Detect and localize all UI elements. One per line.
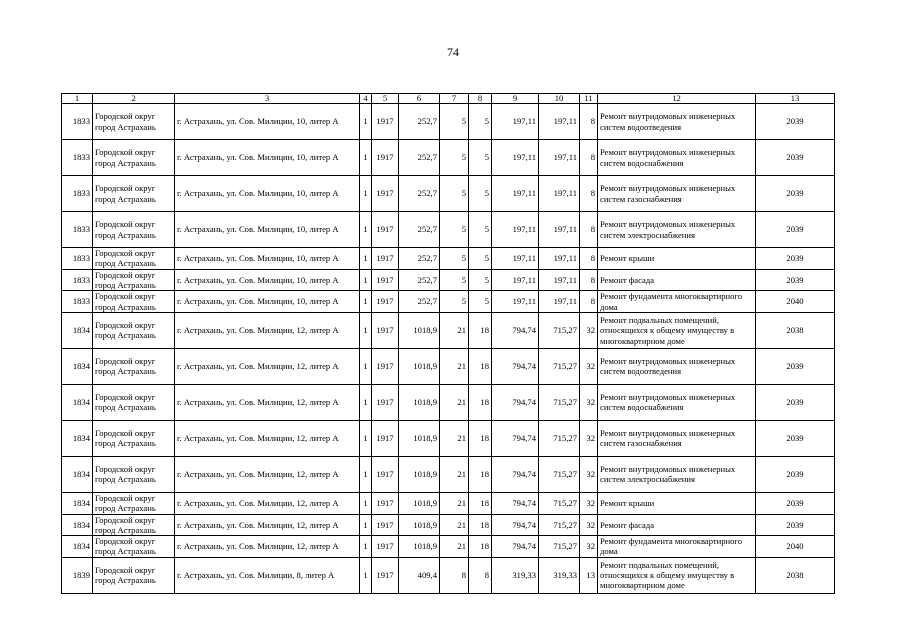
col7-cell: 21 — [440, 348, 469, 384]
address-cell: г. Астрахань, ул. Сов. Милиции, 10, литер А — [175, 104, 360, 140]
entrance-count-cell: 1 — [360, 176, 372, 212]
total-area-cell: 1018,9 — [399, 312, 440, 348]
col8-cell: 18 — [469, 384, 492, 420]
address-cell: г. Астрахань, ул. Сов. Милиции, 12, литер А — [175, 536, 360, 558]
total-area-cell: 409,4 — [399, 557, 440, 593]
col10-cell: 715,27 — [539, 348, 580, 384]
col8-cell: 18 — [469, 514, 492, 536]
residents-cell: 32 — [580, 420, 598, 456]
work-type-cell: Ремонт внутридомовых инженерных систем газоснабжения — [598, 420, 756, 456]
municipality-cell: Городской округ город Астрахань — [93, 104, 175, 140]
col9-cell: 197,11 — [492, 212, 539, 248]
col10-cell: 319,33 — [539, 557, 580, 593]
col7-cell: 5 — [440, 104, 469, 140]
column-header: 3 — [175, 94, 360, 104]
col10-cell: 715,27 — [539, 456, 580, 492]
municipality-cell: Городской округ город Астрахань — [93, 212, 175, 248]
col8-cell: 5 — [469, 104, 492, 140]
entrance-count-cell: 1 — [360, 557, 372, 593]
year-built-cell: 1917 — [372, 536, 399, 558]
year-built-cell: 1917 — [372, 312, 399, 348]
total-area-cell: 252,7 — [399, 104, 440, 140]
col9-cell: 794,74 — [492, 348, 539, 384]
col10-cell: 715,27 — [539, 536, 580, 558]
total-area-cell: 1018,9 — [399, 420, 440, 456]
entrance-count-cell: 1 — [360, 420, 372, 456]
residents-cell: 13 — [580, 557, 598, 593]
residents-cell: 8 — [580, 248, 598, 270]
house-id-cell: 1833 — [62, 176, 93, 212]
table-row — [62, 269, 835, 291]
municipality-cell: Городской округ город Астрахань — [93, 456, 175, 492]
address-cell: г. Астрахань, ул. Сов. Милиции, 12, литер А — [175, 456, 360, 492]
column-header: 2 — [93, 94, 175, 104]
col10-cell: 197,11 — [539, 212, 580, 248]
col10-cell: 197,11 — [539, 104, 580, 140]
table-row — [62, 557, 835, 593]
col8-cell: 5 — [469, 291, 492, 313]
house-id-cell: 1839 — [62, 557, 93, 593]
residents-cell: 8 — [580, 104, 598, 140]
planned-year-cell: 2039 — [756, 140, 835, 176]
planned-year-cell: 2039 — [756, 420, 835, 456]
col9-cell: 197,11 — [492, 269, 539, 291]
total-area-cell: 252,7 — [399, 212, 440, 248]
residents-cell: 32 — [580, 384, 598, 420]
address-cell: г. Астрахань, ул. Сов. Милиции, 8, литер А — [175, 557, 360, 593]
year-built-cell: 1917 — [372, 248, 399, 270]
planned-year-cell: 2038 — [756, 312, 835, 348]
table-body — [62, 104, 835, 594]
column-header: 11 — [580, 94, 598, 104]
capital-repair-table — [61, 93, 835, 594]
address-cell: г. Астрахань, ул. Сов. Милиции, 12, литер А — [175, 348, 360, 384]
col9-cell: 794,74 — [492, 536, 539, 558]
address-cell: г. Астрахань, ул. Сов. Милиции, 10, литер А — [175, 140, 360, 176]
col7-cell: 21 — [440, 384, 469, 420]
total-area-cell: 252,7 — [399, 291, 440, 313]
col9-cell: 794,74 — [492, 312, 539, 348]
planned-year-cell: 2039 — [756, 176, 835, 212]
municipality-cell: Городской округ город Астрахань — [93, 536, 175, 558]
entrance-count-cell: 1 — [360, 348, 372, 384]
entrance-count-cell: 1 — [360, 384, 372, 420]
house-id-cell: 1834 — [62, 514, 93, 536]
address-cell: г. Астрахань, ул. Сов. Милиции, 12, литер А — [175, 514, 360, 536]
address-cell: г. Астрахань, ул. Сов. Милиции, 12, литер А — [175, 420, 360, 456]
col7-cell: 21 — [440, 514, 469, 536]
address-cell: г. Астрахань, ул. Сов. Милиции, 10, литер А — [175, 176, 360, 212]
entrance-count-cell: 1 — [360, 104, 372, 140]
house-id-cell: 1834 — [62, 536, 93, 558]
table-row — [62, 384, 835, 420]
column-header: 9 — [492, 94, 539, 104]
col7-cell: 21 — [440, 456, 469, 492]
planned-year-cell: 2039 — [756, 492, 835, 514]
municipality-cell: Городской округ город Астрахань — [93, 514, 175, 536]
table-row — [62, 248, 835, 270]
col9-cell: 319,33 — [492, 557, 539, 593]
total-area-cell: 1018,9 — [399, 514, 440, 536]
col9-cell: 197,11 — [492, 248, 539, 270]
residents-cell: 8 — [580, 176, 598, 212]
municipality-cell: Городской округ город Астрахань — [93, 291, 175, 313]
entrance-count-cell: 1 — [360, 291, 372, 313]
col10-cell: 197,11 — [539, 248, 580, 270]
residents-cell: 32 — [580, 492, 598, 514]
year-built-cell: 1917 — [372, 514, 399, 536]
year-built-cell: 1917 — [372, 104, 399, 140]
municipality-cell: Городской округ город Астрахань — [93, 140, 175, 176]
entrance-count-cell: 1 — [360, 140, 372, 176]
col7-cell: 5 — [440, 291, 469, 313]
entrance-count-cell: 1 — [360, 269, 372, 291]
municipality-cell: Городской округ город Астрахань — [93, 420, 175, 456]
work-type-cell: Ремонт внутридомовых инженерных систем водоснабжения — [598, 384, 756, 420]
col7-cell: 21 — [440, 312, 469, 348]
column-header: 4 — [360, 94, 372, 104]
address-cell: г. Астрахань, ул. Сов. Милиции, 10, литер А — [175, 291, 360, 313]
col7-cell: 5 — [440, 176, 469, 212]
table-row — [62, 514, 835, 536]
year-built-cell: 1917 — [372, 420, 399, 456]
col8-cell: 18 — [469, 312, 492, 348]
col8-cell: 8 — [469, 557, 492, 593]
col8-cell: 5 — [469, 212, 492, 248]
total-area-cell: 252,7 — [399, 140, 440, 176]
table-row — [62, 492, 835, 514]
col7-cell: 5 — [440, 140, 469, 176]
work-type-cell: Ремонт фасада — [598, 514, 756, 536]
house-id-cell: 1833 — [62, 269, 93, 291]
total-area-cell: 1018,9 — [399, 492, 440, 514]
col10-cell: 197,11 — [539, 176, 580, 212]
year-built-cell: 1917 — [372, 384, 399, 420]
house-id-cell: 1834 — [62, 348, 93, 384]
house-id-cell: 1833 — [62, 140, 93, 176]
year-built-cell: 1917 — [372, 456, 399, 492]
residents-cell: 8 — [580, 212, 598, 248]
municipality-cell: Городской округ город Астрахань — [93, 248, 175, 270]
column-number-row — [62, 94, 835, 104]
table-row — [62, 312, 835, 348]
entrance-count-cell: 1 — [360, 248, 372, 270]
column-header: 12 — [598, 94, 756, 104]
entrance-count-cell: 1 — [360, 212, 372, 248]
planned-year-cell: 2039 — [756, 384, 835, 420]
house-id-cell: 1833 — [62, 104, 93, 140]
work-type-cell: Ремонт внутридомовых инженерных систем водоотведения — [598, 104, 756, 140]
planned-year-cell: 2039 — [756, 514, 835, 536]
year-built-cell: 1917 — [372, 176, 399, 212]
total-area-cell: 1018,9 — [399, 536, 440, 558]
total-area-cell: 252,7 — [399, 248, 440, 270]
col9-cell: 197,11 — [492, 140, 539, 176]
house-id-cell: 1833 — [62, 212, 93, 248]
page-number: 74 — [447, 45, 459, 59]
address-cell: г. Астрахань, ул. Сов. Милиции, 10, литер А — [175, 248, 360, 270]
total-area-cell: 252,7 — [399, 269, 440, 291]
planned-year-cell: 2039 — [756, 348, 835, 384]
address-cell: г. Астрахань, ул. Сов. Милиции, 12, литер А — [175, 492, 360, 514]
work-type-cell: Ремонт внутридомовых инженерных систем водоснабжения — [598, 140, 756, 176]
col10-cell: 715,27 — [539, 492, 580, 514]
planned-year-cell: 2039 — [756, 212, 835, 248]
column-header: 5 — [372, 94, 399, 104]
entrance-count-cell: 1 — [360, 312, 372, 348]
entrance-count-cell: 1 — [360, 514, 372, 536]
house-id-cell: 1834 — [62, 312, 93, 348]
col9-cell: 794,74 — [492, 456, 539, 492]
column-header: 13 — [756, 94, 835, 104]
col7-cell: 5 — [440, 269, 469, 291]
residents-cell: 32 — [580, 348, 598, 384]
total-area-cell: 1018,9 — [399, 348, 440, 384]
col9-cell: 197,11 — [492, 104, 539, 140]
address-cell: г. Астрахань, ул. Сов. Милиции, 12, литер А — [175, 312, 360, 348]
year-built-cell: 1917 — [372, 492, 399, 514]
col7-cell: 5 — [440, 248, 469, 270]
municipality-cell: Городской округ город Астрахань — [93, 269, 175, 291]
planned-year-cell: 2040 — [756, 536, 835, 558]
residents-cell: 8 — [580, 291, 598, 313]
house-id-cell: 1834 — [62, 492, 93, 514]
year-built-cell: 1917 — [372, 291, 399, 313]
total-area-cell: 1018,9 — [399, 384, 440, 420]
work-type-cell: Ремонт внутридомовых инженерных систем водоотведения — [598, 348, 756, 384]
house-id-cell: 1833 — [62, 248, 93, 270]
col9-cell: 197,11 — [492, 291, 539, 313]
col9-cell: 794,74 — [492, 384, 539, 420]
col9-cell: 197,11 — [492, 176, 539, 212]
col8-cell: 18 — [469, 456, 492, 492]
house-id-cell: 1834 — [62, 456, 93, 492]
residents-cell: 32 — [580, 312, 598, 348]
entrance-count-cell: 1 — [360, 492, 372, 514]
col8-cell: 18 — [469, 348, 492, 384]
work-type-cell: Ремонт фундамента многоквартирного дома — [598, 536, 756, 558]
col8-cell: 5 — [469, 140, 492, 176]
planned-year-cell: 2039 — [756, 248, 835, 270]
house-id-cell: 1834 — [62, 384, 93, 420]
planned-year-cell: 2039 — [756, 104, 835, 140]
municipality-cell: Городской округ город Астрахань — [93, 348, 175, 384]
col8-cell: 18 — [469, 536, 492, 558]
table-row — [62, 536, 835, 558]
col10-cell: 197,11 — [539, 269, 580, 291]
table-row — [62, 176, 835, 212]
municipality-cell: Городской округ город Астрахань — [93, 557, 175, 593]
work-type-cell: Ремонт подвальных помещений, относящихся к общему имуществу в многоквартирном доме — [598, 557, 756, 593]
table-row — [62, 140, 835, 176]
house-id-cell: 1833 — [62, 291, 93, 313]
column-header: 7 — [440, 94, 469, 104]
col7-cell: 5 — [440, 212, 469, 248]
year-built-cell: 1917 — [372, 348, 399, 384]
planned-year-cell: 2038 — [756, 557, 835, 593]
table-row — [62, 456, 835, 492]
col8-cell: 5 — [469, 269, 492, 291]
work-type-cell: Ремонт внутридомовых инженерных систем электроснабжения — [598, 212, 756, 248]
address-cell: г. Астрахань, ул. Сов. Милиции, 10, литер А — [175, 269, 360, 291]
table-row — [62, 420, 835, 456]
col10-cell: 197,11 — [539, 140, 580, 176]
col8-cell: 18 — [469, 492, 492, 514]
work-type-cell: Ремонт крыши — [598, 248, 756, 270]
table-row — [62, 291, 835, 313]
col7-cell: 21 — [440, 536, 469, 558]
col10-cell: 715,27 — [539, 420, 580, 456]
residents-cell: 8 — [580, 140, 598, 176]
work-type-cell: Ремонт фасада — [598, 269, 756, 291]
planned-year-cell: 2039 — [756, 269, 835, 291]
column-header: 8 — [469, 94, 492, 104]
entrance-count-cell: 1 — [360, 536, 372, 558]
col8-cell: 5 — [469, 176, 492, 212]
year-built-cell: 1917 — [372, 269, 399, 291]
residents-cell: 32 — [580, 514, 598, 536]
col9-cell: 794,74 — [492, 492, 539, 514]
column-header: 1 — [62, 94, 93, 104]
work-type-cell: Ремонт подвальных помещений, относящихся к общему имуществу в многоквартирном доме — [598, 312, 756, 348]
col7-cell: 21 — [440, 420, 469, 456]
municipality-cell: Городской округ город Астрахань — [93, 176, 175, 212]
year-built-cell: 1917 — [372, 557, 399, 593]
address-cell: г. Астрахань, ул. Сов. Милиции, 12, литер А — [175, 384, 360, 420]
residents-cell: 32 — [580, 536, 598, 558]
residents-cell: 32 — [580, 456, 598, 492]
work-type-cell: Ремонт внутридомовых инженерных систем газоснабжения — [598, 176, 756, 212]
total-area-cell: 252,7 — [399, 176, 440, 212]
column-header: 10 — [539, 94, 580, 104]
entrance-count-cell: 1 — [360, 456, 372, 492]
col10-cell: 715,27 — [539, 312, 580, 348]
planned-year-cell: 2039 — [756, 456, 835, 492]
house-id-cell: 1834 — [62, 420, 93, 456]
year-built-cell: 1917 — [372, 140, 399, 176]
col10-cell: 715,27 — [539, 384, 580, 420]
municipality-cell: Городской округ город Астрахань — [93, 384, 175, 420]
planned-year-cell: 2040 — [756, 291, 835, 313]
table-row — [62, 212, 835, 248]
work-type-cell: Ремонт крыши — [598, 492, 756, 514]
column-header: 6 — [399, 94, 440, 104]
col10-cell: 715,27 — [539, 514, 580, 536]
col10-cell: 197,11 — [539, 291, 580, 313]
col9-cell: 794,74 — [492, 514, 539, 536]
table-row — [62, 348, 835, 384]
table-row — [62, 104, 835, 140]
work-type-cell: Ремонт фундамента многоквартирного дома — [598, 291, 756, 313]
address-cell: г. Астрахань, ул. Сов. Милиции, 10, литер А — [175, 212, 360, 248]
total-area-cell: 1018,9 — [399, 456, 440, 492]
year-built-cell: 1917 — [372, 212, 399, 248]
municipality-cell: Городской округ город Астрахань — [93, 492, 175, 514]
work-type-cell: Ремонт внутридомовых инженерных систем электроснабжения — [598, 456, 756, 492]
col8-cell: 18 — [469, 420, 492, 456]
municipality-cell: Городской округ город Астрахань — [93, 312, 175, 348]
col7-cell: 8 — [440, 557, 469, 593]
col7-cell: 21 — [440, 492, 469, 514]
residents-cell: 8 — [580, 269, 598, 291]
col9-cell: 794,74 — [492, 420, 539, 456]
col8-cell: 5 — [469, 248, 492, 270]
